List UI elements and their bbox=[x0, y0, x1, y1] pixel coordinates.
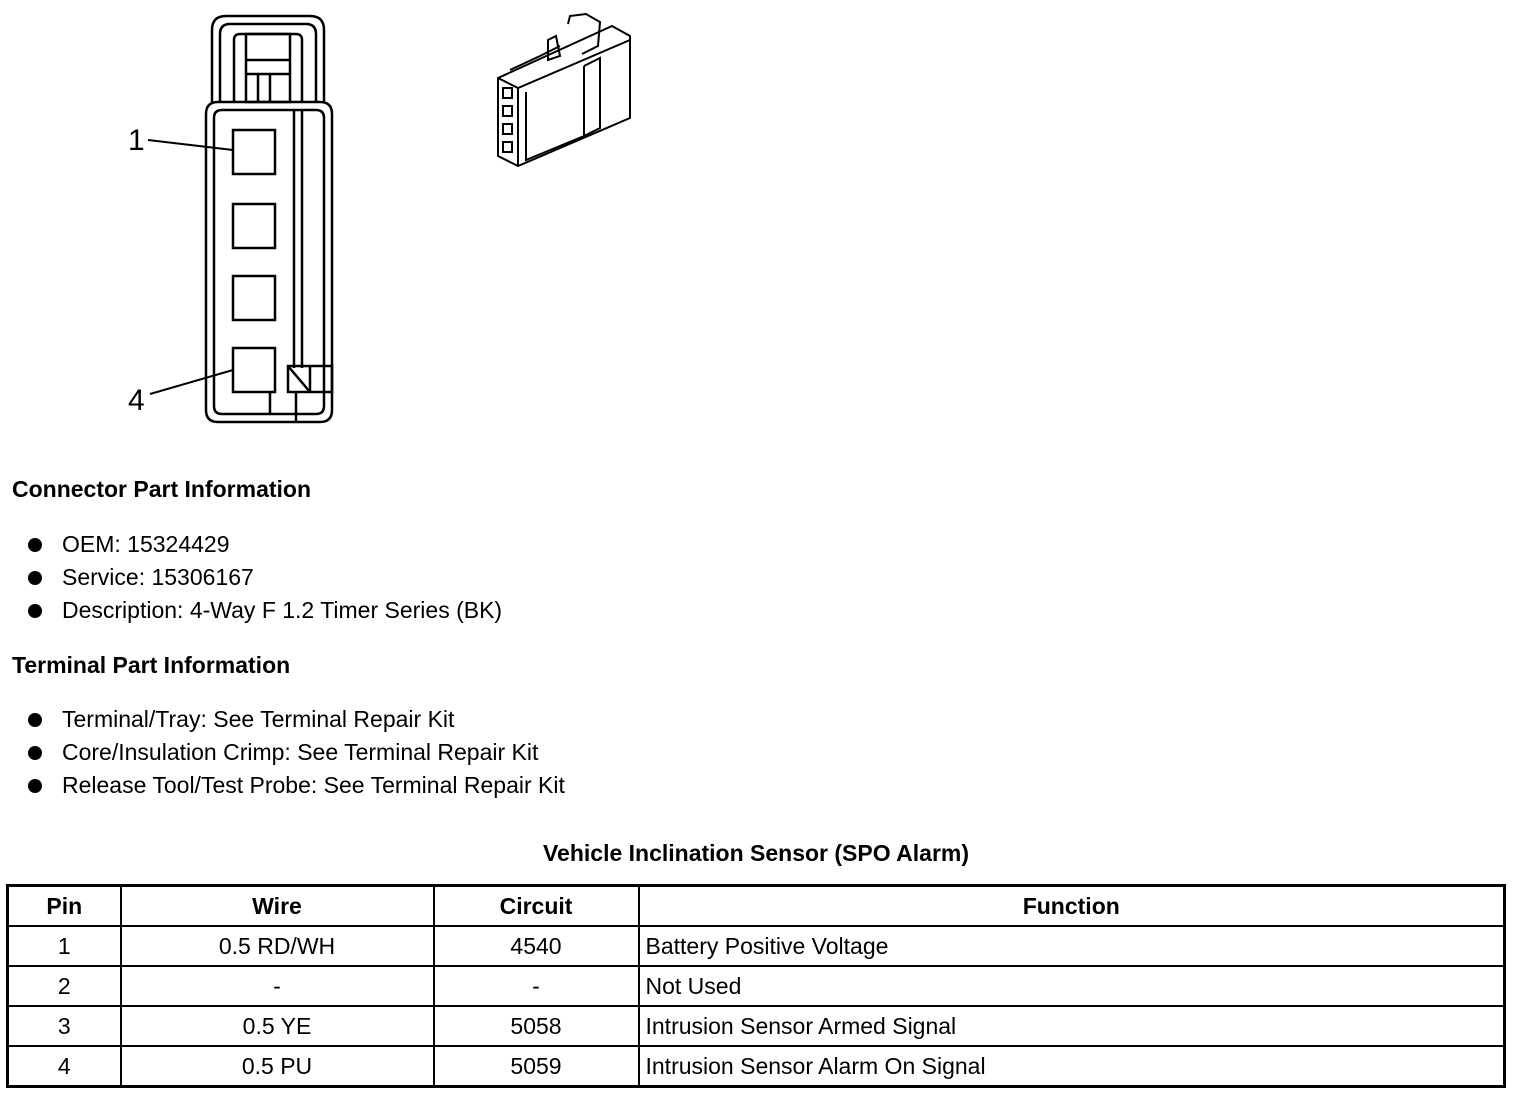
terminal-tray: Terminal/Tray: See Terminal Repair Kit bbox=[62, 706, 455, 732]
list-item bbox=[28, 736, 565, 769]
bullet-icon bbox=[28, 571, 42, 585]
header-function: Function bbox=[639, 886, 1505, 927]
connector-drawing bbox=[0, 0, 700, 440]
cavity-4 bbox=[233, 348, 275, 392]
pin-table-title: Vehicle Inclination Sensor (SPO Alarm) bbox=[542, 840, 970, 866]
connector-oem: OEM: 15324429 bbox=[62, 531, 230, 557]
cell-wire: - bbox=[121, 966, 434, 1006]
list-item bbox=[28, 703, 565, 736]
connector-face-view bbox=[206, 16, 332, 422]
cell-circuit: 4540 bbox=[434, 926, 639, 966]
cell-circuit: 5059 bbox=[434, 1046, 639, 1087]
header-wire: Wire bbox=[121, 886, 434, 927]
connector-description: Description: 4-Way F 1.2 Timer Series (BK) bbox=[62, 597, 503, 623]
bullet-icon bbox=[28, 779, 42, 793]
cell-circuit: 5058 bbox=[434, 1006, 639, 1046]
header-pin: Pin bbox=[8, 886, 121, 927]
cell-wire: 0.5 YE bbox=[121, 1006, 434, 1046]
connector-part-info-list bbox=[28, 528, 502, 627]
cell-function: Intrusion Sensor Alarm On Signal bbox=[639, 1046, 1505, 1087]
cell-wire: 0.5 PU bbox=[121, 1046, 434, 1087]
list-item bbox=[28, 561, 502, 594]
cell-pin: 1 bbox=[8, 926, 121, 966]
callout-1: 1 bbox=[128, 124, 145, 157]
cell-wire: 0.5 RD/WH bbox=[121, 926, 434, 966]
connector-part-info-heading: Connector Part Information bbox=[12, 476, 312, 502]
pin-table bbox=[6, 884, 1506, 1088]
connector-isometric-view bbox=[498, 14, 630, 166]
terminal-release-tool: Release Tool/Test Probe: See Terminal Repair Kit bbox=[62, 772, 565, 798]
bullet-icon bbox=[28, 604, 42, 618]
cell-pin: 2 bbox=[8, 966, 121, 1006]
cell-function: Intrusion Sensor Armed Signal bbox=[639, 1006, 1505, 1046]
cavity-2 bbox=[233, 204, 275, 248]
terminal-part-info-list bbox=[28, 703, 565, 802]
table-header-row bbox=[8, 886, 1505, 927]
connector-service: Service: 15306167 bbox=[62, 564, 254, 590]
bullet-icon bbox=[28, 538, 42, 552]
terminal-part-info-heading: Terminal Part Information bbox=[12, 652, 291, 678]
table-row bbox=[8, 1046, 1505, 1087]
table-row bbox=[8, 926, 1505, 966]
list-item bbox=[28, 528, 502, 561]
header-circuit: Circuit bbox=[434, 886, 639, 927]
terminal-crimp: Core/Insulation Crimp: See Terminal Repair Kit bbox=[62, 739, 539, 765]
cell-function: Not Used bbox=[639, 966, 1505, 1006]
cavity-3 bbox=[233, 276, 275, 320]
table-row bbox=[8, 1006, 1505, 1046]
list-item bbox=[28, 594, 502, 627]
list-item bbox=[28, 769, 565, 802]
cavity-1 bbox=[233, 130, 275, 174]
bullet-icon bbox=[28, 713, 42, 727]
cell-pin: 3 bbox=[8, 1006, 121, 1046]
callout-4: 4 bbox=[128, 384, 145, 417]
cell-function: Battery Positive Voltage bbox=[639, 926, 1505, 966]
bullet-icon bbox=[28, 746, 42, 760]
table-row bbox=[8, 966, 1505, 1006]
cell-pin: 4 bbox=[8, 1046, 121, 1087]
cell-circuit: - bbox=[434, 966, 639, 1006]
